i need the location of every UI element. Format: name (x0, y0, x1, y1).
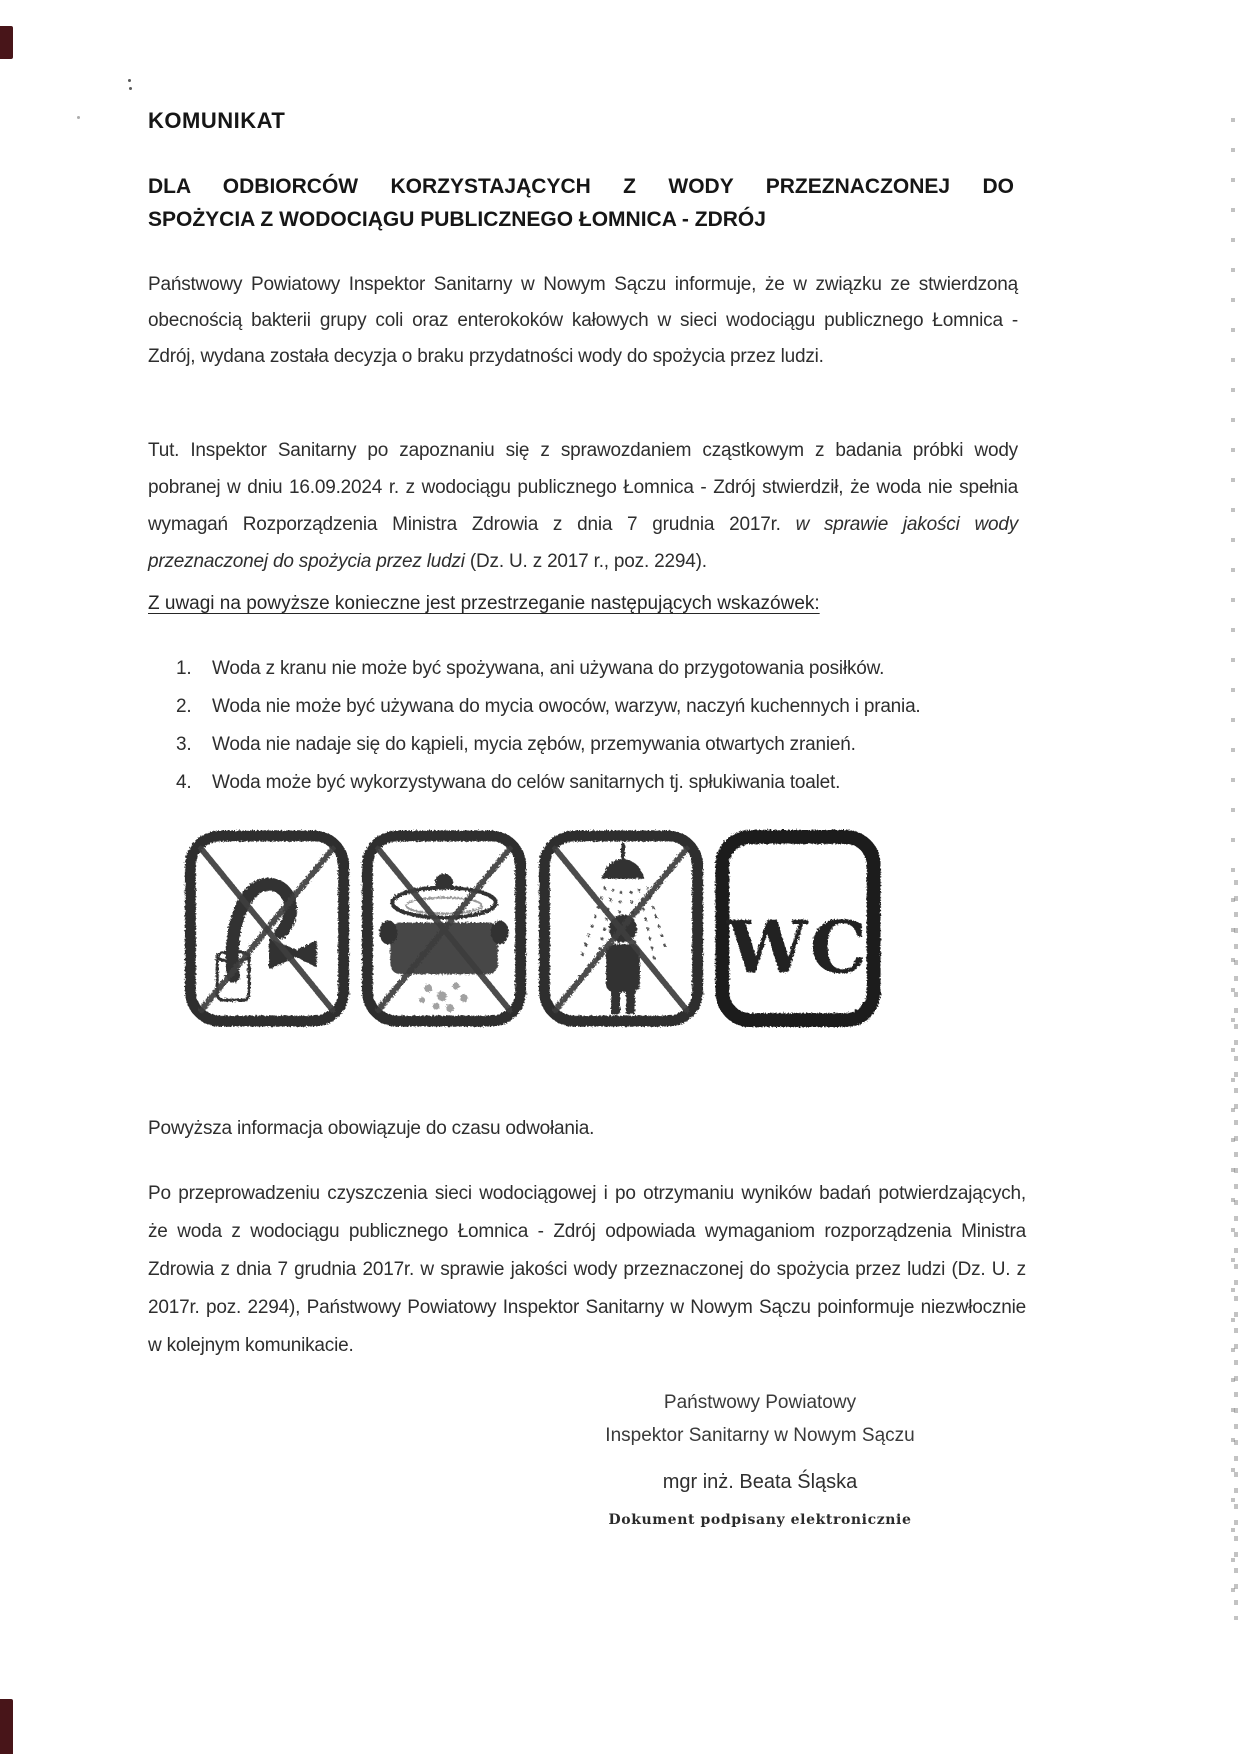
guideline-number: 2. (176, 696, 192, 717)
guideline-number: 4. (176, 772, 192, 793)
guideline-item-1 (176, 650, 1016, 688)
scan-speck (128, 79, 131, 82)
scan-mark-bottom-left (0, 1699, 13, 1754)
signature-org-line-1: Państwowy Powiatowy (663, 1392, 857, 1413)
page-title: KOMUNIKAT (148, 108, 286, 133)
scan-speck (129, 87, 132, 90)
scan-mark-top-left (0, 26, 13, 59)
guidelines-heading: Z uwagi na powyższe konieczne jest przestrzeganie następujących wskazówek: (148, 593, 820, 614)
guideline-item-2 (176, 688, 1016, 726)
guideline-text: Woda nie nadaje się do kąpieli, mycia zębów, przemywania otwartych zranień. (212, 734, 856, 755)
finding-tail: (Dz. U. z 2017 r., poz. 2294). (464, 551, 707, 572)
document-subtitle (148, 170, 1014, 236)
scan-noise-right-edge-lower (1234, 880, 1238, 1620)
intro-paragraph: Państwowy Powiatowy Inspektor Sanitarny w Nowym Sączu informuje, że w związku ze stwierdzoną obecnością bakterii grupy coli oraz enterokoków kałowych w sieci wodociągu publicznego Łomnica - Zdrój, wydana została decyzja o braku przydatności wody do spożycia przez ludzi. (148, 274, 1018, 367)
signature-org-line-2: Inspektor Sanitarny w Nowym Sączu (605, 1425, 915, 1446)
finding-lead: Tut. Inspektor Sanitarny po zapoznaniu się z sprawozdaniem cząstkowym z badania próbki wody pobranej w dniu 16.09.2024 r. z wodociągu publicznego Łomnica - Zdrój stwierdził, że woda nie spełnia wymagań Rozporządzenia Ministra Zdrowia z dnia 7 grudnia 2017r. (148, 440, 1018, 535)
no-cooking-icon (358, 827, 530, 1030)
pictogram-row (181, 827, 884, 1030)
guideline-item-3 (176, 726, 1016, 764)
finding-legal-title: w sprawie jakości wody przeznaczonej do spożycia przez ludzi (148, 514, 1018, 572)
wc-label: WC (727, 905, 869, 990)
guideline-number: 1. (176, 658, 192, 679)
subtitle-line-2: SPOŻYCIA Z WODOCIĄGU PUBLICZNEGO ŁOMNICA - ZDRÓJ (148, 208, 766, 231)
guideline-text: Woda z kranu nie może być spożywana, ani używana do przygotowania posiłków. (212, 658, 885, 679)
guideline-text: Woda nie może być używana do mycia owoców, warzyw, naczyń kuchennych i prania. (212, 696, 921, 717)
no-bathing-icon (535, 827, 707, 1030)
subtitle-line-1: DLA ODBIORCÓW KORZYSTAJĄCYCH Z WODY PRZEZNACZONEJ DO (148, 175, 1014, 198)
guideline-number: 3. (176, 734, 192, 755)
wc-icon (712, 827, 884, 1030)
validity-paragraph: Powyższa informacja obowiązuje do czasu odwołania. (148, 1118, 595, 1139)
guideline-text: Woda może być wykorzystywana do celów sanitarnych tj. spłukiwania toalet. (212, 772, 841, 793)
signature-electronic-note: Dokument podpisany elektronicznie (608, 1512, 912, 1528)
guidelines-list (176, 650, 1016, 802)
closing-paragraph: Po przeprowadzeniu czyszczenia sieci wodociągowej i po otrzymaniu wyników badań potwierdzających, że woda z wodociągu publicznego Łomnica - Zdrój odpowiada wymaganiom rozporządzenia Ministra Zdrowia z dnia 7 grudnia 2017r. w sprawie jakości wody przeznaczonej do spożycia przez ludzi (Dz. U. z 2017r. poz. 2294), Państwowy Powiatowy Inspektor Sanitarny w Nowym Sączu poinformuje niezwłocznie w kolejnym komunikacie. (148, 1183, 1026, 1356)
signature-block (540, 1386, 980, 1537)
scan-speck (77, 116, 80, 119)
guideline-item-4 (176, 764, 1016, 802)
no-drinking-water-icon (181, 827, 353, 1030)
finding-paragraph (148, 432, 1018, 580)
signature-name: mgr inż. Beata Śląska (662, 1471, 858, 1493)
